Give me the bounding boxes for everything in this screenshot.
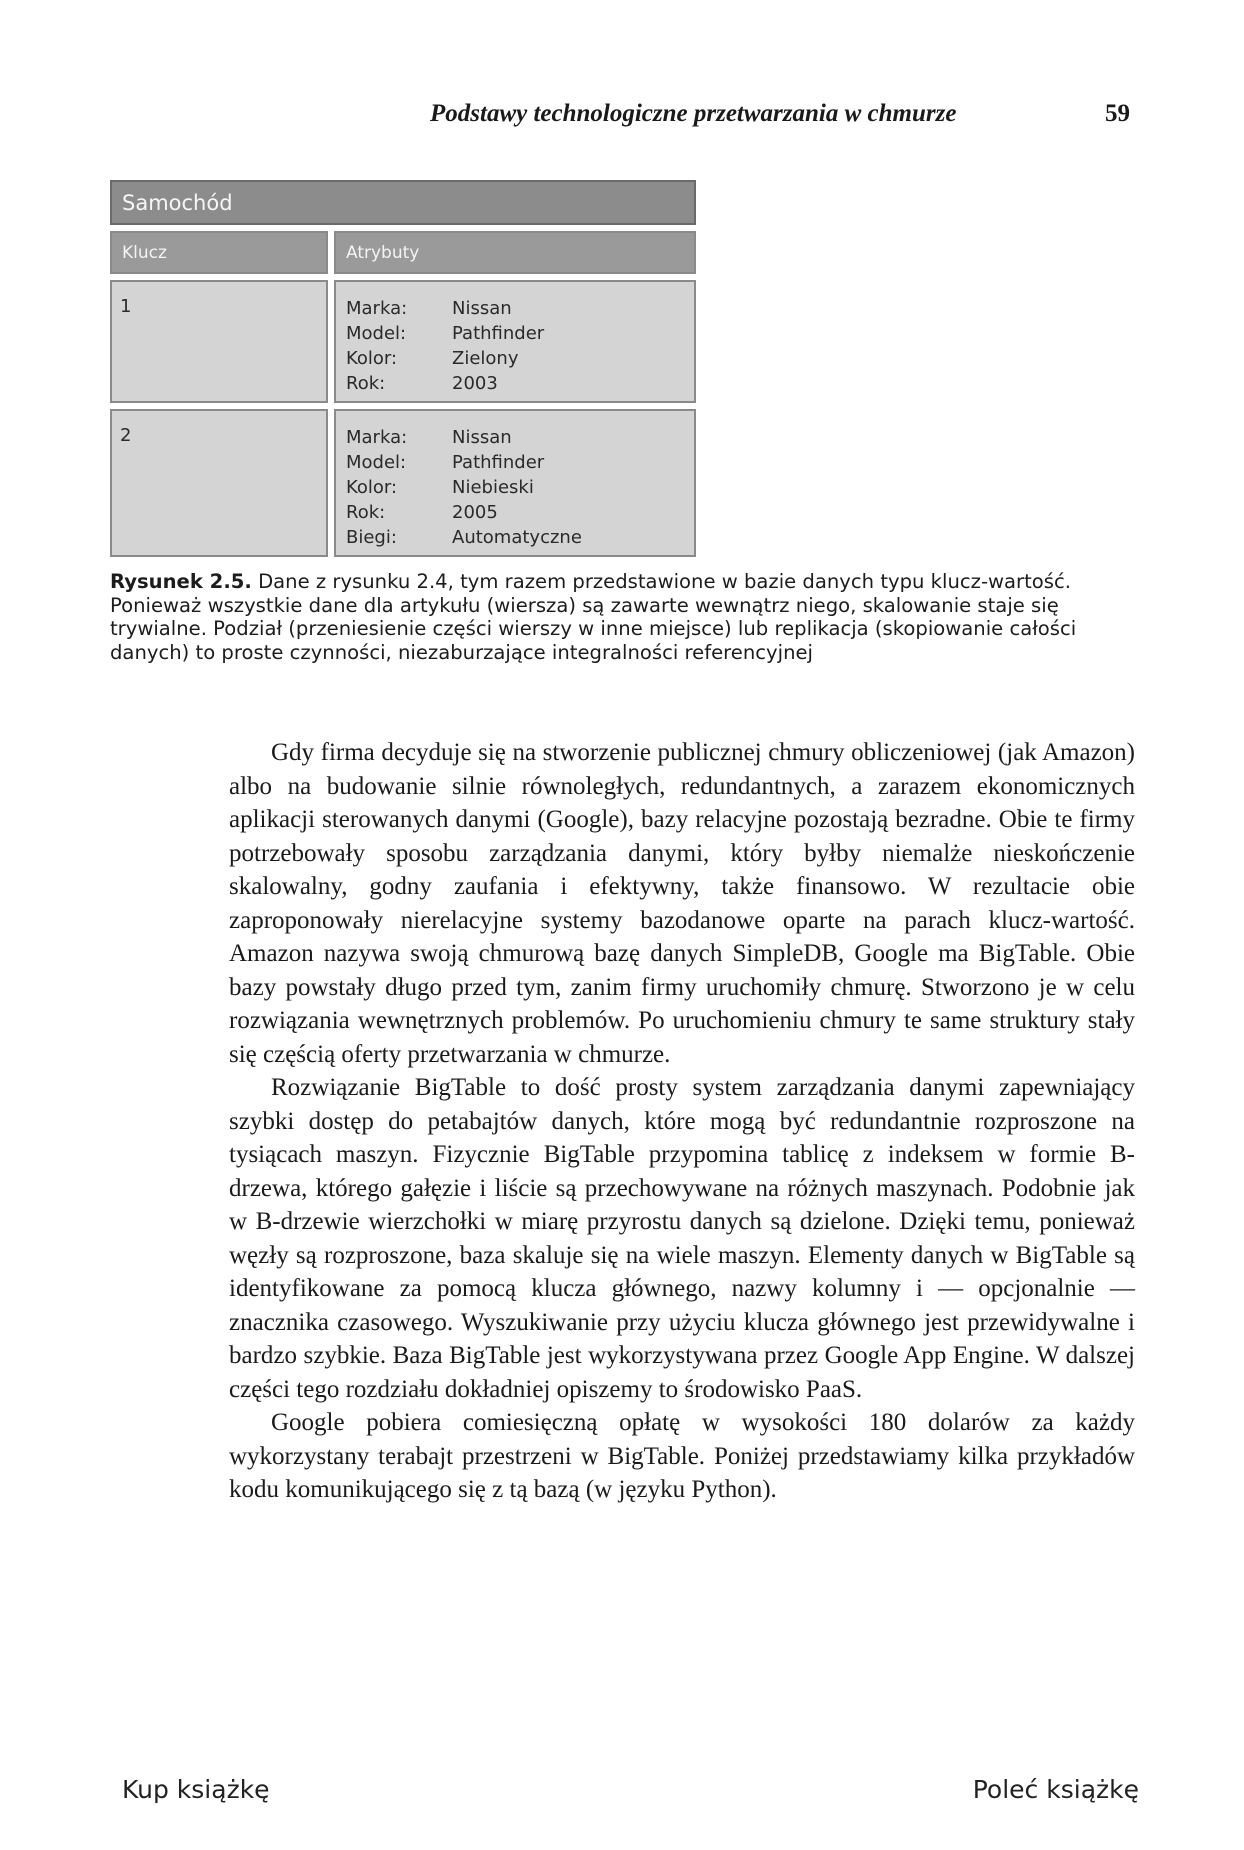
page-number: 59 xyxy=(1105,100,1130,127)
figure-key-value-table xyxy=(110,180,696,557)
attribute-label: Kolor: xyxy=(346,477,398,498)
table-row xyxy=(110,409,696,557)
attribute-value: Automatyczne xyxy=(452,527,582,548)
attribute-label: Kolor: xyxy=(346,348,398,369)
attribute-label: Model: xyxy=(346,323,407,344)
table-row xyxy=(110,280,696,403)
attribute-value: Zielony xyxy=(452,348,519,369)
attribute-value: Pathfinder xyxy=(452,323,545,344)
table-title: Samochód xyxy=(110,180,696,225)
attribute-label: Rok: xyxy=(346,373,386,394)
paragraph: Google pobiera comiesięczną opłatę w wysokości 180 dolarów za każdy wykorzystany terabajt przestrzeni w BigTable. Poniżej przedstawiamy kilka przykładów kodu komunikującego się z tą bazą (w języku Python). xyxy=(229,1409,1135,1503)
figure-caption xyxy=(110,570,1130,664)
row-attributes xyxy=(334,409,696,557)
attribute-label: Model: xyxy=(346,452,407,473)
paragraph: Rozwiązanie BigTable to dość prosty system zarządzania danymi zapewniający szybki dostęp do petabajtów danych, które mogą być redundantnie rozproszone na tysiącach maszyn. Fizycznie BigTable przypomina tablicę z indeksem w formie B-drzewa, którego gałęzie i liście są przechowywane na różnych maszynach. Podobnie jak w B-drzewie wierzchołki w miarę przyrostu danych są dzielone. Dzięki temu, ponieważ węzły są rozproszone, baza skaluje się na wiele maszyn. Elementy danych w BigTable są identyfikowane za pomocą klucza głównego, nazwy kolumny i — opcjonalnie — znacznika czasowego. Wyszukiwanie przy użyciu klucza głównego jest przewidywalne i bardzo szybkie. Baza BigTable jest wykorzystywana przez Google App Engine. W dalszej części tego rozdziału dokładniej opiszemy to środowisko PaaS. xyxy=(229,1074,1135,1403)
attribute-value: Pathfinder xyxy=(452,452,545,473)
buy-book-link[interactable]: Kup książkę xyxy=(122,1775,270,1804)
attribute-label: Marka: xyxy=(346,298,408,319)
recommend-book-link[interactable]: Poleć książkę xyxy=(972,1775,1139,1804)
attribute-line xyxy=(346,500,694,525)
attribute-label: Rok: xyxy=(346,502,386,523)
row-attributes xyxy=(334,280,696,403)
attribute-line xyxy=(346,525,694,550)
row-key: 1 xyxy=(110,280,328,403)
running-head-title: Podstawy technologiczne przetwarzania w chmurze xyxy=(430,100,957,127)
column-header-attributes: Atrybuty xyxy=(334,231,696,274)
attribute-line xyxy=(346,425,694,450)
attribute-line xyxy=(346,321,694,346)
attribute-line xyxy=(346,296,694,321)
body-text xyxy=(229,736,1135,1507)
paragraph: Gdy firma decyduje się na stworzenie publicznej chmury obliczeniowej (jak Amazon) albo na budowanie silnie równoległych, redundantnych, a zarazem ekonomicznych aplikacji sterowanych danymi (Google), bazy relacyjne pozostają bezradne. Obie te firmy potrzebowały sposobu zarządzania danymi, który byłby niemalże nieskończenie skalowalny, godny zaufania i efektywny, także finansowo. W rezultacie obie zaproponowały nierelacyjne systemy bazodanowe oparte na parach klucz-wartość. Amazon nazywa swoją chmurową bazę danych SimpleDB, Google ma BigTable. Obie bazy powstały długo przed tym, zanim firmy uruchomiły chmurę. Stworzono je w celu rozwiązania wewnętrznych problemów. Po uruchomieniu chmury te same struktury stały się częścią oferty przetwarzania w chmurze. xyxy=(229,739,1135,1068)
attribute-line xyxy=(346,475,694,500)
attribute-line xyxy=(346,346,694,371)
row-key: 2 xyxy=(110,409,328,557)
attribute-line xyxy=(346,450,694,475)
column-header-key: Klucz xyxy=(110,231,328,274)
running-head xyxy=(430,100,1130,128)
attribute-value: Niebieski xyxy=(452,477,534,498)
attribute-value: 2003 xyxy=(452,373,498,394)
attribute-label: Biegi: xyxy=(346,527,397,548)
attribute-value: Nissan xyxy=(452,298,512,319)
attribute-line xyxy=(346,371,694,396)
caption-label: Rysunek 2.5. xyxy=(110,570,252,593)
attribute-value: 2005 xyxy=(452,502,498,523)
attribute-label: Marka: xyxy=(346,427,408,448)
table-column-headers xyxy=(110,231,696,274)
caption-text: Dane z rysunku 2.4, tym razem przedstawione w bazie danych typu klucz-wartość. Ponieważ wszystkie dane dla artykułu (wiersza) są zawarte wewnątrz niego, skalowanie staje się trywialne. Podział (przeniesienie części wierszy w inne miejsce) lub replikacja (skopiowanie całości danych) to proste czynności, niezaburzające integralności referencyjnej xyxy=(110,570,1077,664)
attribute-value: Nissan xyxy=(452,427,512,448)
